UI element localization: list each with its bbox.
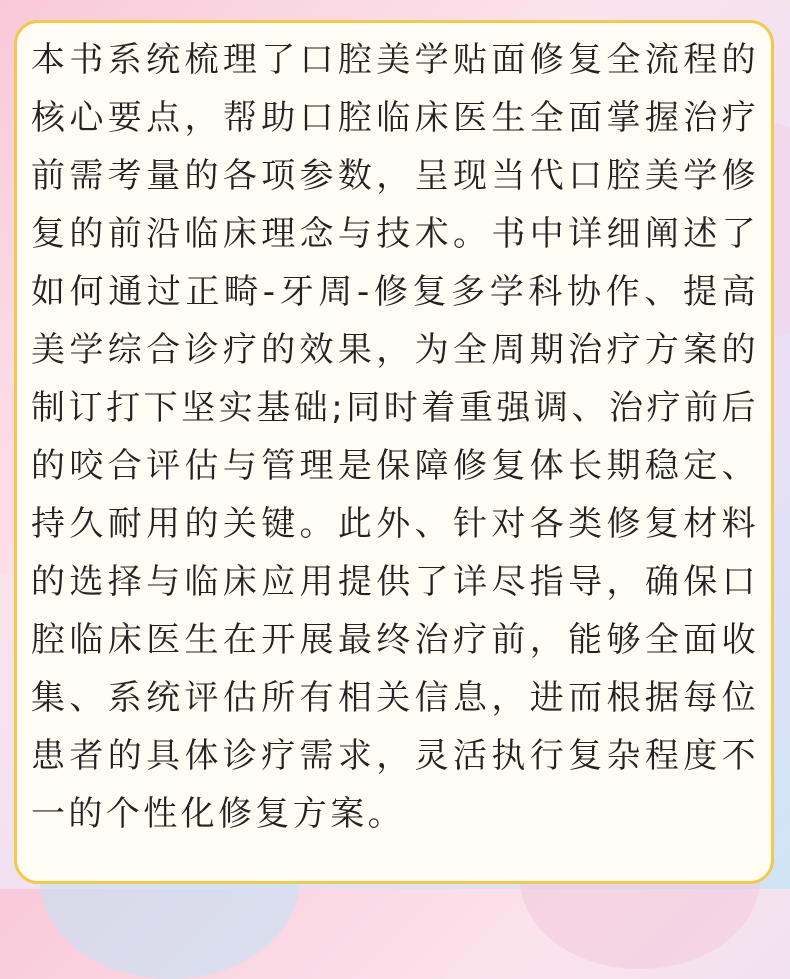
text-card: [14, 20, 774, 884]
book-description: 本书系统梳理了口腔美学贴面修复全流程的核心要点，帮助口腔临床医生全面掌握治疗前需考量的各项参数，呈现当代口腔美学修复的前沿临床理念与技术。书中详细阐述了如何通过正畸-牙周-修复多学科协作、提高美学综合诊疗的效果，为全周期治疗方案的制订打下坚实基础;同时着重强调、治疗前后的咬合评估与管理是保障修复体长期稳定、持久耐用的关键。此外、针对各类修复材料的选择与临床应用提供了详尽指导，确保口腔临床医生在开展最终治疗前，能够全面收集、系统评估所有相关信息，进而根据每位患者的具体诊疗需求，灵活执行复杂程度不一的个性化修复方案。: [31, 40, 759, 834]
